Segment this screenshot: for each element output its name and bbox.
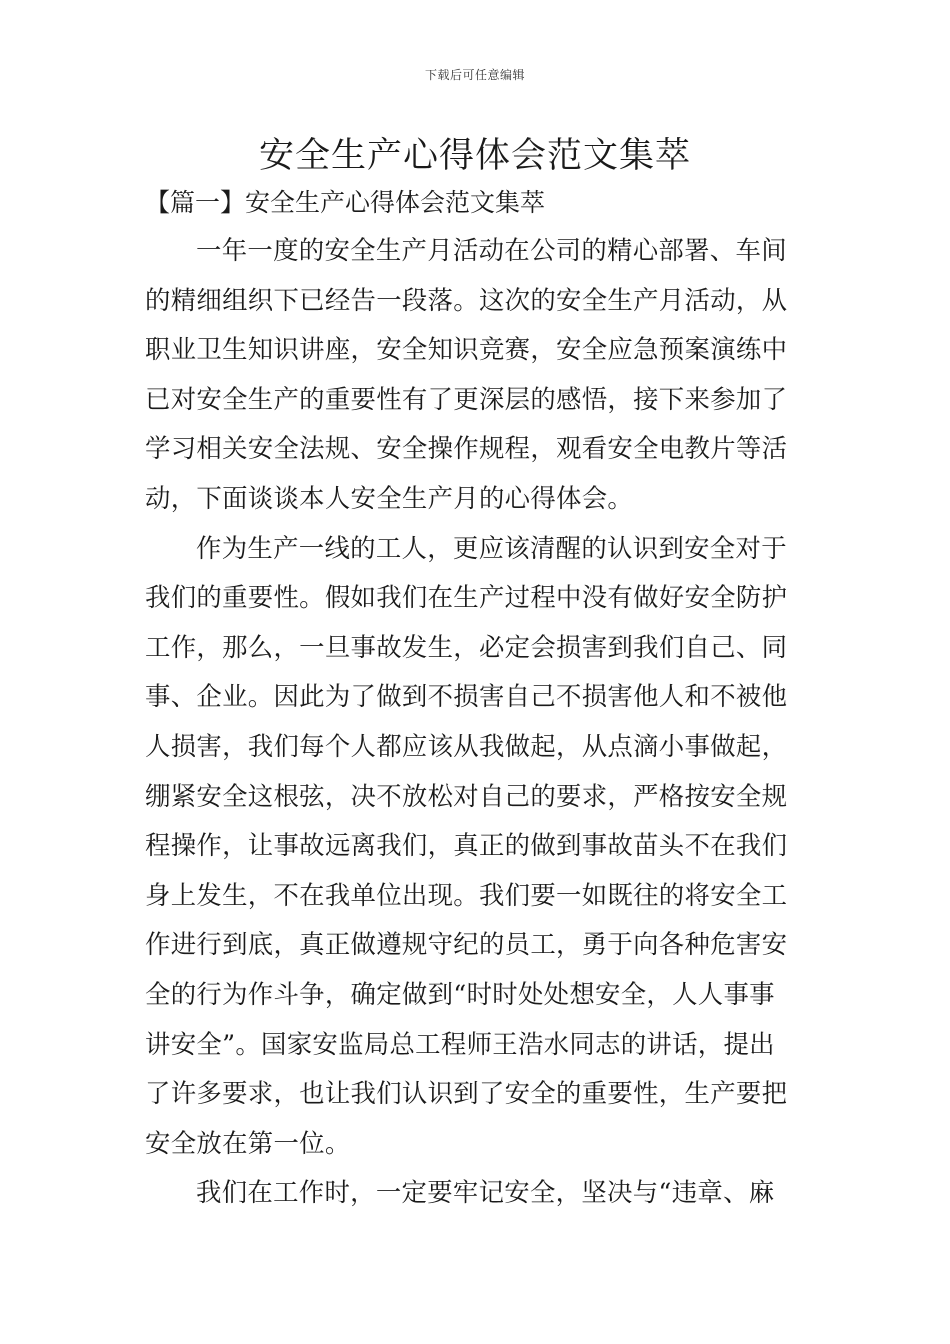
body-line: 我们的重要性。假如我们在生产过程中没有做好安全防护 <box>145 582 788 613</box>
body-line: 作为生产一线的工人，更应该清醒的认识到安全对于 <box>196 532 787 563</box>
body-line: 安全放在第一位。 <box>145 1127 351 1158</box>
body-line: 一年一度的安全生产月活动在公司的精心部署、车间 <box>196 235 787 265</box>
body-line: 动，下面谈谈本人安全生产月的心得体会。 <box>145 482 634 513</box>
body-line: 已对安全生产的重要性有了更深层的感悟，接下来参加了 <box>145 383 788 414</box>
section-heading: 【篇一】安全生产心得体会范文集萃 <box>145 188 546 217</box>
body-line: 讲安全”。国家安监局总工程师王浩水同志的讲话，提出 <box>145 1028 775 1059</box>
header-note: 下载后可任意编辑 <box>424 68 525 82</box>
body-line: 了许多要求，也让我们认识到了安全的重要性，生产要把 <box>145 1078 788 1109</box>
body-line: 身上发生，不在我单位出现。我们要一如既往的将安全工 <box>145 879 788 910</box>
body-line: 学习相关安全法规、安全操作规程，观看安全电教片等活 <box>145 433 788 464</box>
document-body <box>145 226 810 1218</box>
body-line: 作进行到底，真正做遵规守纪的员工，勇于向各种危害安 <box>145 929 788 960</box>
body-line: 事、企业。因此为了做到不损害自己不损害他人和不被他 <box>145 681 788 712</box>
body-line: 全的行为作斗争，确定做到“时时处处想安全，人人事事 <box>145 978 775 1009</box>
body-line: 的精细组织下已经告一段落。这次的安全生产月活动，从 <box>145 284 788 315</box>
body-line: 绷紧安全这根弦，决不放松对自己的要求，严格按安全规 <box>145 780 788 811</box>
body-line: 工作，那么，一旦事故发生，必定会损害到我们自己、同 <box>145 631 788 662</box>
body-line: 职业卫生知识讲座，安全知识竞赛，安全应急预案演练中 <box>145 334 788 365</box>
body-line: 我们在工作时，一定要牢记安全，坚决与“违章、麻 <box>196 1177 775 1208</box>
body-line: 程操作，让事故远离我们，真正的做到事故苗头不在我们 <box>145 830 788 861</box>
document-title: 安全生产心得体会范文集萃 <box>258 136 691 176</box>
body-line: 人损害，我们每个人都应该从我做起，从点滴小事做起， <box>145 730 788 761</box>
